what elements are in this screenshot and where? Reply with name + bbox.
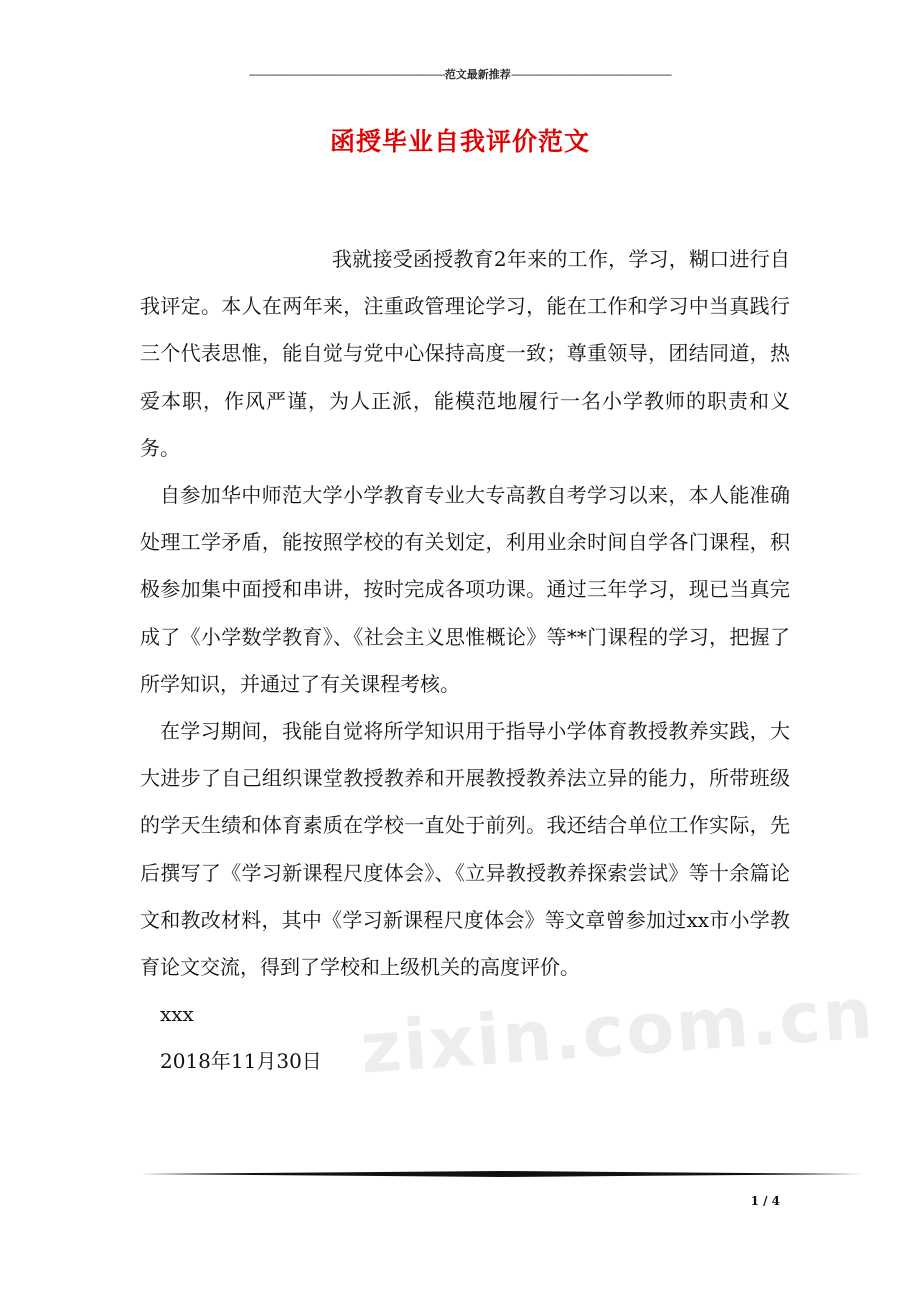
document-body [140, 236, 790, 1086]
signature: xxx [160, 1002, 194, 1027]
header-dashes-right: ------------------------------------------------------ [510, 68, 672, 81]
watermark: zixin.com.cn [357, 972, 877, 1090]
paragraph-2: 自参加华中师范大学小学教育专业大专高教自考学习以来，本人能准确处理工学矛盾，能按照学校的有关划定，利用业余时间自学各门课程，积极参加集中面授和串讲，按时完成各项功课。通过三年学习，现已当真完成了《小学数学教育》、《社会主义思惟概论》等**门课程的学习，把握了所学知识，并通过了有关课程考核。 [140, 483, 790, 696]
document-date: 2018年11月30日 [160, 1049, 322, 1074]
header-dashes-left: ------------------------------------------------------------------ [248, 68, 445, 81]
paragraph-3: 在学习期间，我能自觉将所学知识用于指导小学体育教授教养实践，大大进步了自己组织课堂教授教养和开展教授教养法立异的能力，所带班级的学天生绩和体育素质在学校一直处于前列。我还结合单位工作实际，先后撰写了《学习新课程尺度体会》、《立异教授教养探索尝试》等十余篇论文和教改材料，其中《学习新课程尺度体会》等文章曾参加过xx市小学教育论文交流，得到了学校和上级机关的高度评价。 [140, 719, 790, 980]
footer-rule [140, 1170, 862, 1178]
header-label: 范文最新推荐 [444, 68, 511, 81]
page-header [140, 68, 780, 82]
document-title: 函授毕业自我评价范文 [329, 127, 590, 156]
paragraph-1: 我就接受函授教育2年来的工作，学习，糊口进行自我评定。本人在两年来，注重政管理论学习，能在工作和学习中当真践行三个代表思惟，能自觉与党中心保持高度一致；尊重领导，团结同道，热爱本职，作风严谨，为人正派，能模范地履行一名小学教师的职责和义务。 [140, 247, 790, 460]
page-number: 1 / 4 [750, 1194, 780, 1208]
